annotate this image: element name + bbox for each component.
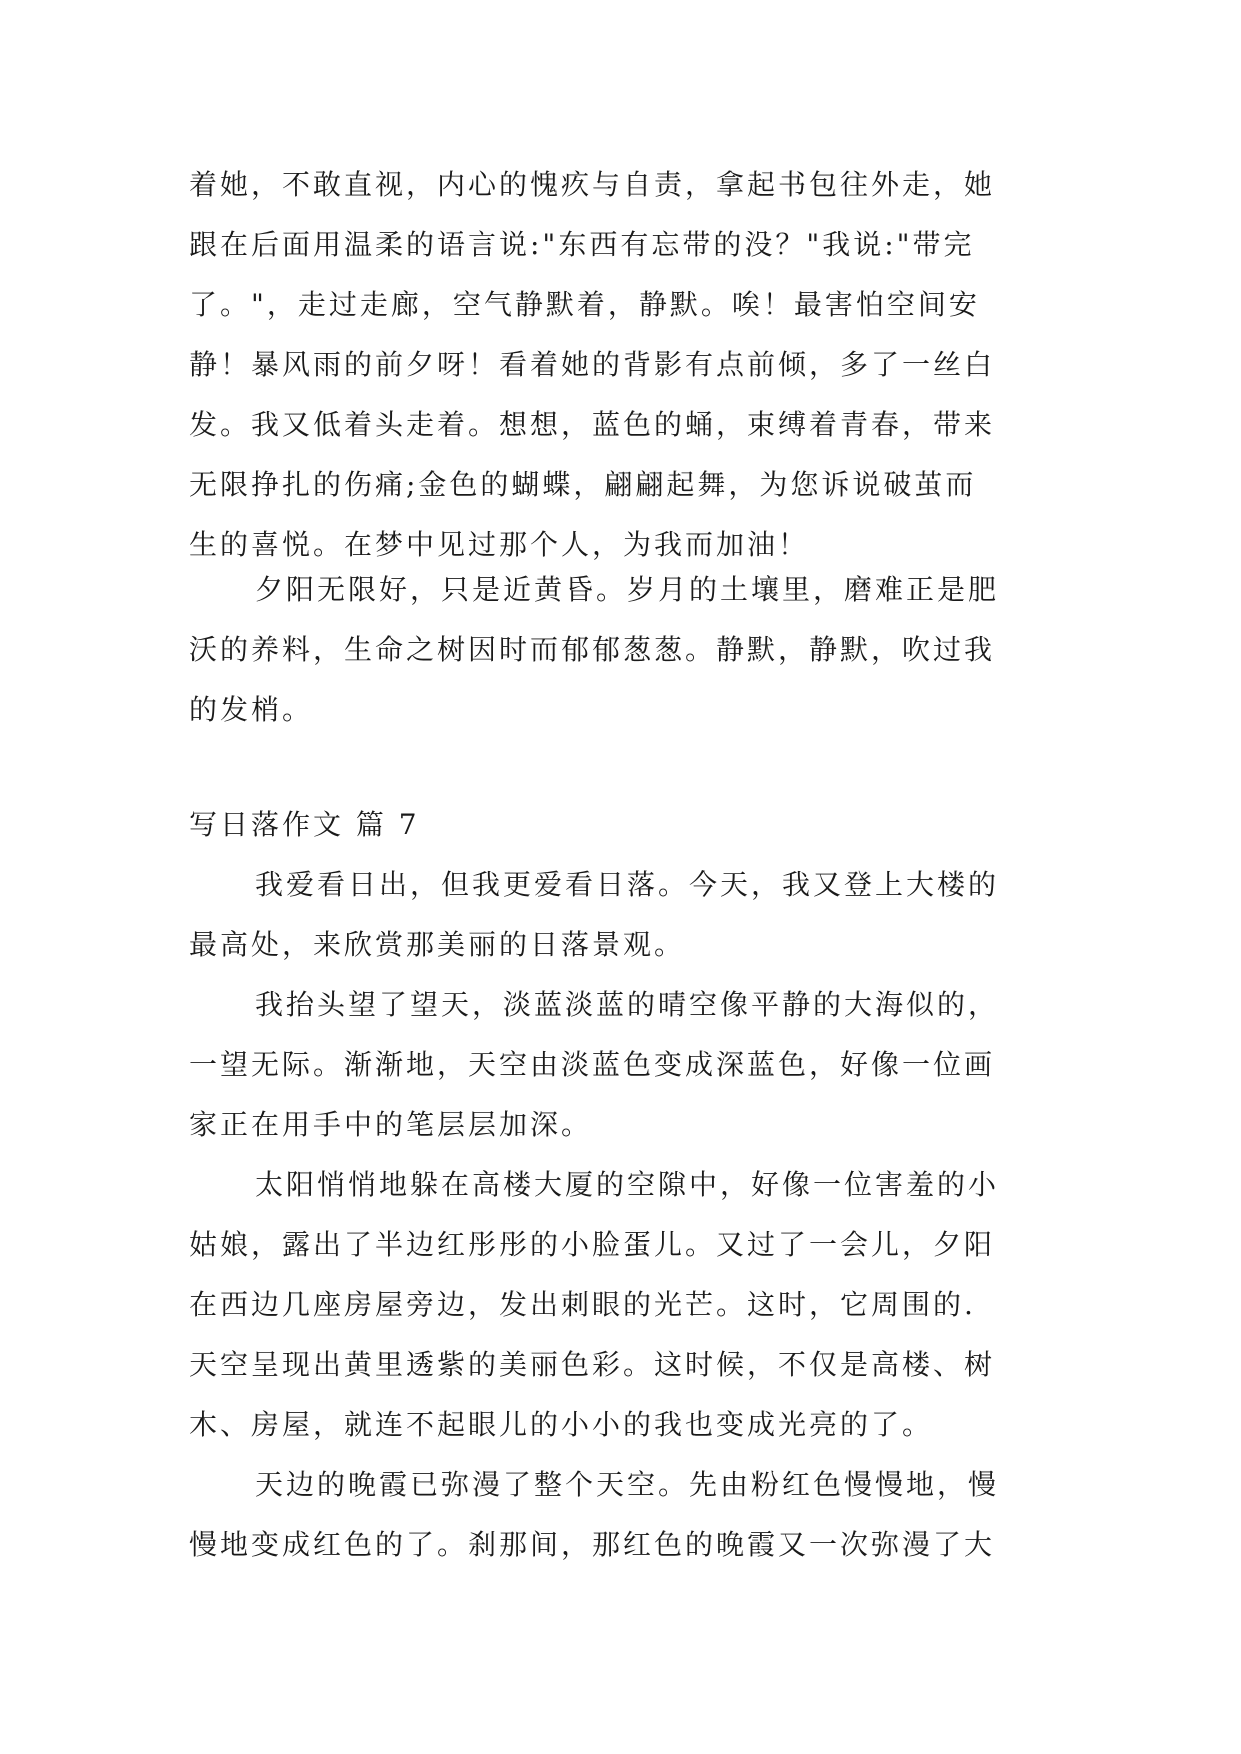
- essay-section-previous: [189, 155, 1049, 575]
- text-line: 木、房屋，就连不起眼儿的小小的我也变成光亮的了。: [189, 1408, 934, 1441]
- text-line: 天边的晚霞已弥漫了整个天空。先由粉红色慢慢地，慢: [255, 1468, 1000, 1501]
- text-line: 我爱看日出，但我更爱看日落。今天，我又登上大楼的: [255, 868, 1000, 901]
- text-line: 夕阳无限好，只是近黄昏。岁月的土壤里，磨难正是肥: [255, 573, 1000, 606]
- text-line: 着她，不敢直视，内心的愧疚与自责，拿起书包往外走，她: [189, 168, 996, 201]
- text-line: 天空呈现出黄里透紫的美丽色彩。这时候，不仅是高楼、树: [189, 1348, 996, 1381]
- text-line: 最高处，来欣赏那美丽的日落景观。: [189, 928, 686, 961]
- text-line: 无限挣扎的伤痛;金色的蝴蝶，翩翩起舞，为您诉说破茧而: [189, 468, 977, 501]
- text-line: 太阳悄悄地躲在高楼大厦的空隙中，好像一位害羞的小: [255, 1168, 1000, 1201]
- text-line: 我抬头望了望天，淡蓝淡蓝的晴空像平静的大海似的，: [255, 988, 1000, 1021]
- text-line: 静！暴风雨的前夕呀！看着她的背影有点前倾，多了一丝白: [189, 348, 996, 381]
- text-line: 家正在用手中的笔层层加深。: [189, 1108, 593, 1141]
- essay-closing-paragraph: [189, 560, 1049, 740]
- text-line: 在西边几座房屋旁边，发出刺眼的光芒。这时，它周围的.: [189, 1288, 976, 1321]
- text-line: 生的喜悦。在梦中见过那个人，为我而加油！: [189, 528, 810, 561]
- section-heading: 写日落作文 篇 7: [189, 808, 420, 841]
- text-line: 跟在后面用温柔的语言说:"东西有忘带的没？"我说:"带完: [189, 228, 975, 261]
- text-line: 发。我又低着头走着。想想，蓝色的蛹，束缚着青春，带来: [189, 408, 996, 441]
- text-line: 一望无际。渐渐地，天空由淡蓝色变成深蓝色，好像一位画: [189, 1048, 996, 1081]
- text-line: 的发梢。: [189, 693, 314, 726]
- text-line: 姑娘，露出了半边红彤彤的小脸蛋儿。又过了一会儿，夕阳: [189, 1228, 996, 1261]
- text-line: 沃的养料，生命之树因时而郁郁葱葱。静默，静默，吹过我: [189, 633, 996, 666]
- essay-section-7: [189, 795, 1049, 1575]
- text-line: 慢地变成红色的了。刹那间，那红色的晚霞又一次弥漫了大: [189, 1528, 996, 1561]
- text-line: 了。"，走过走廊，空气静默着，静默。唉！最害怕空间安: [189, 288, 980, 321]
